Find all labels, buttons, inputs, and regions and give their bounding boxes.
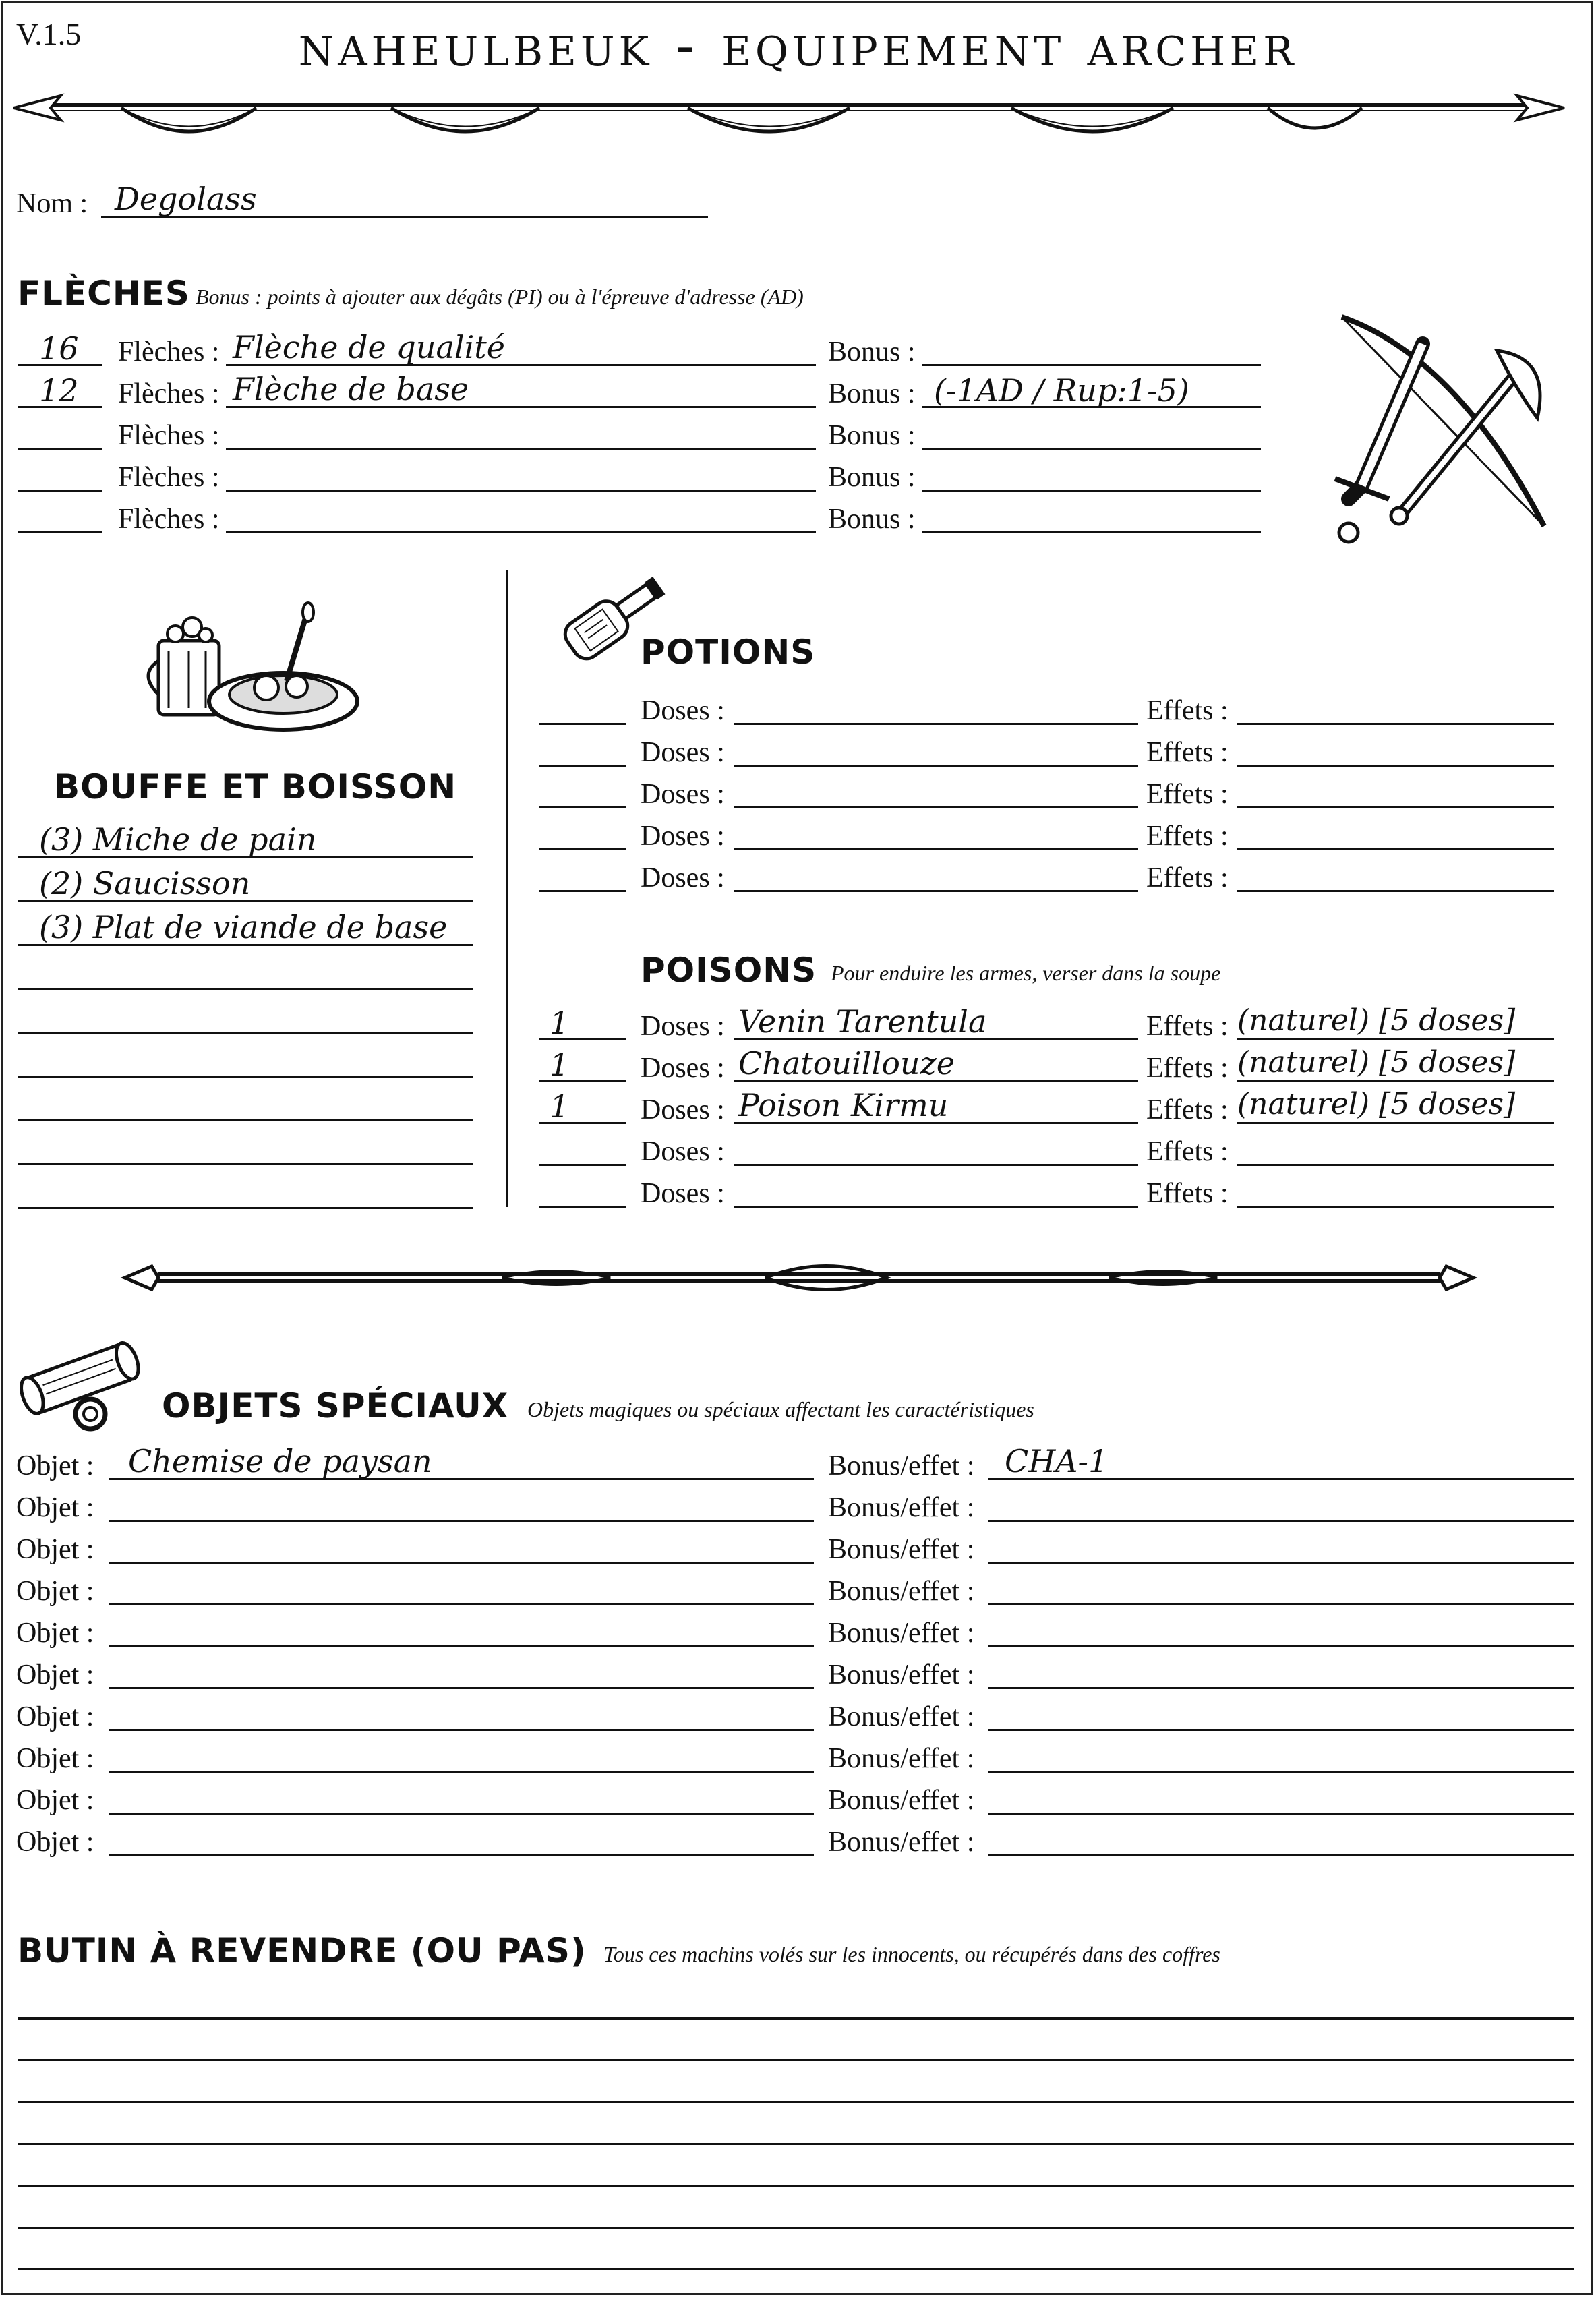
objet-name-line — [109, 1520, 814, 1522]
fleches-label: Flèches : — [118, 420, 220, 451]
fleches-bonus-line — [922, 490, 1261, 492]
fleches-bonus-label: Bonus : — [828, 420, 916, 451]
poisons-doses-label: Doses : — [641, 1053, 725, 1084]
objets-note: Objets magiques ou spéciaux affectant les caractéristiques — [527, 1397, 1034, 1421]
objet-bonus-label: Bonus/effet : — [828, 1743, 975, 1774]
objet-label: Objet : — [16, 1492, 94, 1523]
objet-name-line — [109, 1729, 814, 1731]
fleches-qty-field[interactable]: 12 — [39, 372, 79, 409]
butin-line[interactable] — [18, 2185, 1574, 2187]
potions-qty-line — [539, 890, 626, 892]
potions-effets-label: Effets : — [1146, 862, 1229, 893]
potions-effets-label: Effets : — [1146, 779, 1229, 810]
butin-title: BUTIN À REVENDRE (OU PAS) — [18, 1931, 587, 1970]
potions-qty-line — [539, 806, 626, 808]
objet-label: Objet : — [16, 1659, 94, 1690]
objet-effect-line — [988, 1687, 1574, 1689]
poisons-name-line — [734, 1164, 1138, 1166]
poisons-effect-line — [1237, 1164, 1554, 1166]
potions-effect-line — [1237, 723, 1554, 725]
fleches-qty-line — [18, 490, 102, 492]
fleches-qty-field[interactable]: 16 — [39, 330, 79, 367]
poisons-effect-line — [1237, 1038, 1554, 1040]
poisons-qty-field[interactable]: 1 — [550, 1088, 570, 1125]
fleches-type-field[interactable]: Flèche de base — [233, 371, 469, 407]
objet-name-line — [109, 1603, 814, 1605]
food-tankard-icon — [138, 600, 361, 735]
objet-bonus-label: Bonus/effet : — [828, 1576, 975, 1607]
objet-effect-line — [988, 1771, 1574, 1773]
objet-bonus-label: Bonus/effet : — [828, 1659, 975, 1690]
name-field[interactable]: Degolass — [115, 181, 257, 217]
objet-label: Objet : — [16, 1534, 94, 1565]
objet-label: Objet : — [16, 1450, 94, 1481]
poisons-name-field[interactable]: Poison Kirmu — [738, 1087, 949, 1123]
fleches-bonus-label: Bonus : — [828, 462, 916, 493]
objet-name-line — [109, 1562, 814, 1564]
staff-divider-icon — [125, 1254, 1473, 1301]
butin-note: Tous ces machins volés sur les innocents, ou récupérés dans des coffres — [603, 1942, 1220, 1966]
fleches-type-line — [226, 490, 816, 492]
poisons-name-field[interactable]: Chatouillouze — [738, 1045, 955, 1082]
butin-line[interactable] — [18, 2101, 1574, 2103]
fleches-type-line — [226, 531, 816, 533]
fleches-bonus-line — [922, 531, 1261, 533]
arrow-divider-icon — [13, 81, 1564, 155]
fleches-label: Flèches : — [118, 462, 220, 493]
objet-effect-line — [988, 1729, 1574, 1731]
objet-effect-field[interactable]: CHA-1 — [1005, 1443, 1109, 1479]
potions-effect-line — [1237, 765, 1554, 767]
poisons-effets-label: Effets : — [1146, 1178, 1229, 1209]
fleches-type-field[interactable]: Flèche de qualité — [233, 329, 506, 365]
poisons-doses-label: Doses : — [641, 1136, 725, 1167]
poisons-effect-line — [1237, 1122, 1554, 1124]
potions-name-line — [734, 890, 1138, 892]
objet-bonus-label: Bonus/effet : — [828, 1492, 975, 1523]
potions-title: POTIONS — [641, 632, 816, 672]
objet-name-line — [109, 1771, 814, 1773]
potions-name-line — [734, 765, 1138, 767]
potions-effect-line — [1237, 806, 1554, 808]
fleches-qty-line — [18, 448, 102, 450]
potions-name-line — [734, 723, 1138, 725]
potions-effect-line — [1237, 890, 1554, 892]
potions-qty-line — [539, 848, 626, 850]
potions-doses-label: Doses : — [641, 779, 725, 810]
fleches-note: Bonus : points à ajouter aux dégâts (PI) ou à l'épreuve d'adresse (AD) — [196, 285, 804, 309]
fleches-bonus-label: Bonus : — [828, 336, 916, 367]
bouffe-item[interactable]: (3) Miche de pain — [39, 821, 317, 858]
poisons-qty-line — [539, 1164, 626, 1166]
fleches-label: Flèches : — [118, 504, 220, 535]
fleches-bonus-line — [922, 364, 1261, 366]
butin-line[interactable] — [18, 2268, 1574, 2270]
potions-doses-label: Doses : — [641, 695, 725, 726]
objet-bonus-label: Bonus/effet : — [828, 1827, 975, 1858]
poisons-qty-field[interactable]: 1 — [550, 1047, 570, 1083]
objet-effect-line — [988, 1813, 1574, 1815]
potions-qty-line — [539, 723, 626, 725]
potions-name-line — [734, 848, 1138, 850]
objet-label: Objet : — [16, 1743, 94, 1774]
poisons-effect-line — [1237, 1206, 1554, 1208]
potions-doses-label: Doses : — [641, 862, 725, 893]
potions-doses-label: Doses : — [641, 821, 725, 852]
potions-name-line — [734, 806, 1138, 808]
objet-bonus-label: Bonus/effet : — [828, 1785, 975, 1816]
objet-label: Objet : — [16, 1618, 94, 1649]
poisons-doses-label: Doses : — [641, 1178, 725, 1209]
potions-effets-label: Effets : — [1146, 821, 1229, 852]
objet-effect-line — [988, 1854, 1574, 1856]
potions-effets-label: Effets : — [1146, 695, 1229, 726]
fleches-type-line — [226, 448, 816, 450]
poisons-effets-label: Effets : — [1146, 1094, 1229, 1125]
butin-line[interactable] — [18, 2017, 1574, 2020]
objet-label: Objet : — [16, 1827, 94, 1858]
bouffe-line — [18, 1163, 473, 1165]
fleches-bonus-line — [922, 448, 1261, 450]
butin-line[interactable] — [18, 2143, 1574, 2145]
bouffe-line — [18, 1207, 473, 1209]
fleches-qty-line — [18, 531, 102, 533]
fleches-bonus-label: Bonus : — [828, 504, 916, 535]
poisons-effets-label: Effets : — [1146, 1011, 1229, 1042]
fleches-bonus-label: Bonus : — [828, 378, 916, 409]
crossed-weapons-icon — [1322, 310, 1564, 553]
objet-effect-line — [988, 1562, 1574, 1564]
bouffe-line — [18, 1076, 473, 1078]
potions-effect-line — [1237, 848, 1554, 850]
bouffe-line — [18, 988, 473, 990]
fleches-label: Flèches : — [118, 378, 220, 409]
poisons-note: Pour enduire les armes, verser dans la soupe — [831, 961, 1221, 985]
objet-bonus-label: Bonus/effet : — [828, 1701, 975, 1732]
butin-line[interactable] — [18, 2059, 1574, 2061]
bouffe-title: BOUFFE ET BOISSON — [54, 767, 457, 806]
version-label: V.1.5 — [16, 17, 82, 51]
fleches-label: Flèches : — [118, 336, 220, 367]
objet-bonus-label: Bonus/effet : — [828, 1534, 975, 1565]
objets-title: OBJETS SPÉCIAUX — [162, 1386, 509, 1425]
name-label: Nom : — [16, 188, 88, 219]
poisons-name-line — [734, 1206, 1138, 1208]
page-title: naheulbeuk - equipement archer — [298, 12, 1298, 80]
fleches-bonus-field[interactable]: (-1AD / Rup:1-5) — [934, 372, 1189, 409]
poisons-effect-field[interactable]: (naturel) [5 doses] — [1237, 1087, 1516, 1121]
objet-effect-line — [988, 1603, 1574, 1605]
potions-effets-label: Effets : — [1146, 737, 1229, 768]
objet-name-line — [109, 1687, 814, 1689]
poisons-name-field[interactable]: Venin Tarentula — [738, 1003, 987, 1040]
column-divider — [506, 570, 508, 1207]
bouffe-item[interactable]: (3) Plat de viande de base — [39, 909, 448, 945]
objet-label: Objet : — [16, 1701, 94, 1732]
objet-effect-line — [988, 1645, 1574, 1647]
objet-name-line — [109, 1645, 814, 1647]
fleches-title: FLÈCHES — [18, 274, 190, 313]
poisons-doses-label: Doses : — [641, 1011, 725, 1042]
butin-line[interactable] — [18, 2227, 1574, 2229]
objet-name-line — [109, 1854, 814, 1856]
poisons-effets-label: Effets : — [1146, 1053, 1229, 1084]
potions-qty-line — [539, 765, 626, 767]
poisons-effect-field[interactable]: (naturel) [5 doses] — [1237, 1045, 1516, 1080]
objet-bonus-label: Bonus/effet : — [828, 1450, 975, 1481]
objet-label: Objet : — [16, 1576, 94, 1607]
poisons-qty-field[interactable]: 1 — [550, 1005, 570, 1041]
poisons-effect-line — [1237, 1080, 1554, 1082]
bouffe-line — [18, 1119, 473, 1121]
objet-effect-line — [988, 1520, 1574, 1522]
poisons-title: POISONS — [641, 951, 817, 990]
poisons-qty-line — [539, 1206, 626, 1208]
poisons-effect-field[interactable]: (naturel) [5 doses] — [1237, 1003, 1516, 1038]
objet-label: Objet : — [16, 1785, 94, 1816]
bouffe-item[interactable]: (2) Saucisson — [39, 865, 251, 902]
objet-bonus-label: Bonus/effet : — [828, 1618, 975, 1649]
poisons-doses-label: Doses : — [641, 1094, 725, 1125]
poisons-effets-label: Effets : — [1146, 1136, 1229, 1167]
bouffe-line — [18, 1032, 473, 1034]
scroll-ring-icon — [16, 1338, 158, 1433]
objet-name-line — [109, 1813, 814, 1815]
objet-name-field[interactable]: Chemise de paysan — [128, 1443, 432, 1479]
potions-doses-label: Doses : — [641, 737, 725, 768]
